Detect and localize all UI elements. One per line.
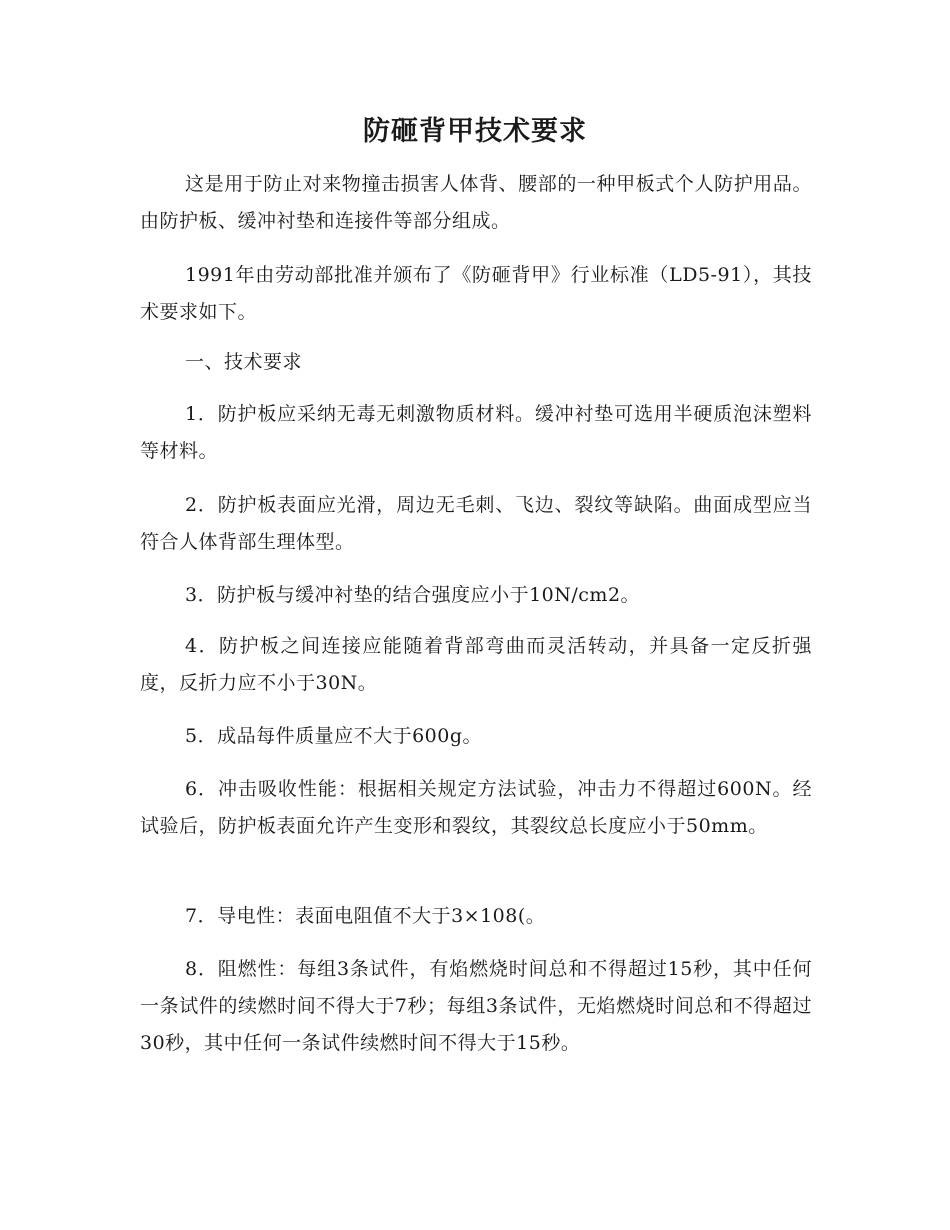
requirement-item-2: 2．防护板表面应光滑，周边无毛刺、飞边、裂纹等缺陷。曲面成型应当符合人体背部生理体型。 <box>140 494 812 553</box>
requirement-item-1: 1．防护板应采纳无毒无刺激物质材料。缓冲衬垫可选用半硬质泡沫塑料等材料。 <box>140 403 812 462</box>
requirement-item-6: 6．冲击吸收性能：根据相关规定方法试验，冲击力不得超过600N。经试验后，防护板表面允许产生变形和裂纹，其裂纹总长度应小于50mm。 <box>140 778 812 837</box>
document-title: 防砸背甲技术要求 <box>363 116 587 147</box>
paragraph-standard: 1991年由劳动部批准并颁布了《防砸背甲》行业标准（LD5-91），其技术要求如下。 <box>140 264 812 323</box>
requirement-item-8: 8．阻燃性：每组3条试件，有焰燃烧时间总和不得超过15秒，其中任何一条试件的续燃时间不得大于7秒；每组3条试件，无焰燃烧时间总和不得超过30秒，其中任何一条试件续燃时间不得大于15秒。 <box>140 958 812 1054</box>
requirement-item-4: 4．防护板之间连接应能随着背部弯曲而灵活转动，并具备一定反折强度，反折力应不小于30N。 <box>140 635 812 694</box>
requirement-item-5: 5．成品每件质量应不大于600g。 <box>185 725 483 747</box>
section-heading: 一、技术要求 <box>185 351 303 373</box>
requirement-item-3: 3．防护板与缓冲衬垫的结合强度应小于10N/cm2。 <box>185 584 641 606</box>
requirement-item-7: 7．导电性：表面电阻值不大于3×108(。 <box>185 905 546 927</box>
paragraph-intro: 这是用于防止对来物撞击损害人体背、腰部的一种甲板式个人防护用品。由防护板、缓冲衬垫和连接件等部分组成。 <box>140 173 812 232</box>
